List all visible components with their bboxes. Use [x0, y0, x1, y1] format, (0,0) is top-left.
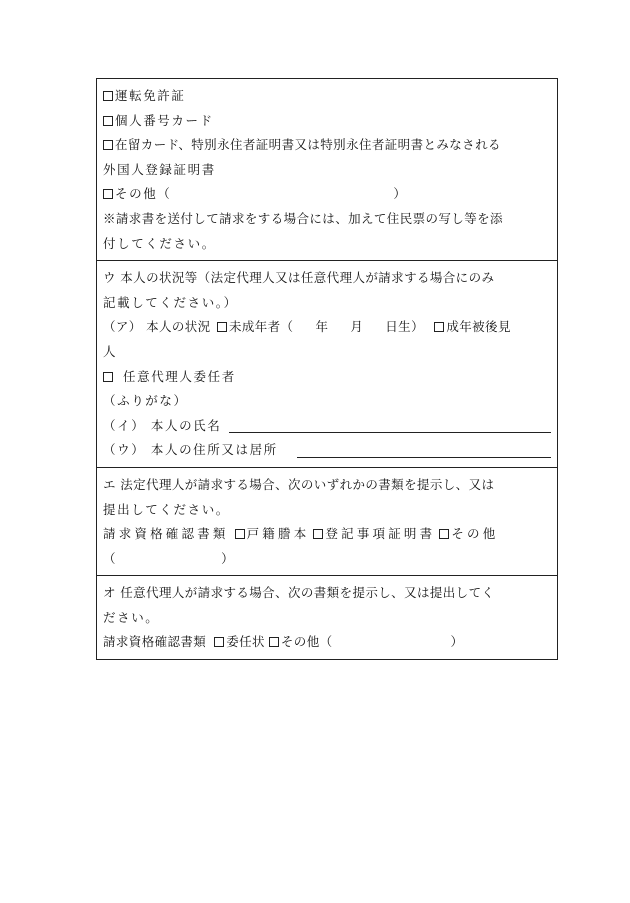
section-e-heading-line1: エ 法定代理人が請求する場合、次のいずれかの書類を提示し、又は [103, 476, 495, 492]
adult-ward-label: 成年被後見 [446, 319, 511, 335]
section-o-heading-line1: オ 任意代理人が請求する場合、次の書類を提示し、又は提出してく [103, 585, 495, 601]
voluntary-rep-other-close-paren: ） [450, 634, 464, 650]
mail-request-note-line1: ※請求書を送付して請求をする場合には、加えて住民票の写し等を添 [103, 210, 503, 226]
principal-address-field[interactable] [297, 457, 551, 458]
minor-label: 未成年者（ [228, 319, 294, 335]
voluntary-rep-other-label: その他（ [280, 634, 333, 650]
section-o-heading-line2: ださい。 [103, 609, 160, 625]
legal-rep-documents-row [97, 522, 557, 547]
section-e-heading-line2: 提出してください。 [103, 501, 230, 517]
furigana-row [97, 389, 557, 414]
adult-ward-label-line2: 人 [103, 343, 118, 359]
mail-request-note [97, 207, 557, 232]
checkbox-row-residence-card [97, 133, 557, 158]
principal-address-row [97, 438, 557, 463]
principal-status-row [97, 315, 557, 340]
principal-status-section [97, 260, 557, 467]
legal-rep-other-field-row [97, 547, 557, 572]
checkbox-row-my-number-card [97, 109, 557, 134]
my-number-card-checkbox[interactable] [103, 116, 113, 126]
voluntary-rep-documents-row [97, 630, 557, 655]
mail-request-note-line2: 付してください。 [103, 235, 216, 251]
residence-card-label: 在留カード、特別永住者証明書又は特別永住者証明書とみなされる [115, 137, 501, 153]
checkbox-row-other-document [97, 182, 557, 207]
other-document-checkbox[interactable] [103, 189, 113, 199]
principal-checkbox-row [97, 365, 557, 390]
legal-rep-other-label: その他 [451, 526, 499, 542]
birth-day-label: 日生） [385, 319, 424, 335]
principal-address-label: （ウ） 本人の住所又は居所 [103, 442, 278, 458]
family-register-label: 戸籍謄本 [246, 526, 310, 542]
section-u-heading [97, 266, 557, 291]
birth-year-label: 年 [315, 319, 329, 335]
principal-checkbox[interactable] [103, 372, 113, 382]
section-o-heading-continued [97, 606, 557, 631]
other-document-label: その他（ [115, 186, 172, 202]
mail-request-note-continued [97, 232, 557, 257]
adult-ward-label-continued [97, 340, 557, 365]
my-number-card-label: 個人番号カード [115, 112, 214, 128]
principal-name-field[interactable] [229, 432, 551, 433]
request-form-table [96, 78, 558, 660]
section-e-heading [97, 473, 557, 498]
principal-label: 任意代理人委任者 [123, 368, 236, 384]
registered-matters-label: 登記事項証明書 [325, 526, 436, 542]
legal-representative-section [97, 467, 557, 575]
registered-matters-checkbox[interactable] [313, 529, 323, 539]
minor-checkbox[interactable] [217, 322, 227, 332]
legal-rep-doc-label: 請求資格確認書類 [103, 526, 229, 542]
section-u-heading-line1: ウ 本人の状況等（法定代理人又は任意代理人が請求する場合にのみ [103, 270, 495, 286]
adult-ward-checkbox[interactable] [434, 322, 444, 332]
section-o-heading [97, 581, 557, 606]
family-register-checkbox[interactable] [235, 529, 245, 539]
residence-card-label-continued [97, 158, 557, 183]
legal-rep-other-checkbox[interactable] [439, 529, 449, 539]
principal-status-label: （ア） 本人の状況 [103, 319, 211, 335]
birth-month-label: 月 [350, 319, 364, 335]
voluntary-representative-section [97, 575, 557, 659]
residence-card-checkbox[interactable] [103, 140, 113, 150]
furigana-label: （ふりがな） [103, 393, 188, 409]
power-of-attorney-checkbox[interactable] [214, 637, 224, 647]
checkbox-row-drivers-license [97, 84, 557, 109]
voluntary-rep-other-checkbox[interactable] [269, 637, 279, 647]
legal-rep-other-close-paren: ） [221, 550, 236, 566]
section-e-heading-continued [97, 498, 557, 523]
drivers-license-label: 運転免許証 [115, 88, 186, 103]
other-document-close-paren: ） [393, 186, 408, 202]
identity-documents-section [97, 79, 557, 260]
legal-rep-other-open-paren: （ [103, 550, 118, 566]
voluntary-rep-doc-label: 請求資格確認書類 [103, 634, 207, 650]
principal-name-label: （イ） 本人の氏名 [103, 417, 222, 433]
alien-registration-label: 外国人登録証明書 [103, 161, 216, 177]
drivers-license-checkbox[interactable] [103, 91, 113, 101]
power-of-attorney-label: 委任状 [226, 634, 265, 650]
section-u-heading-continued [97, 291, 557, 316]
section-u-heading-line2: 記載してください。） [103, 294, 238, 310]
principal-name-row [97, 414, 557, 439]
